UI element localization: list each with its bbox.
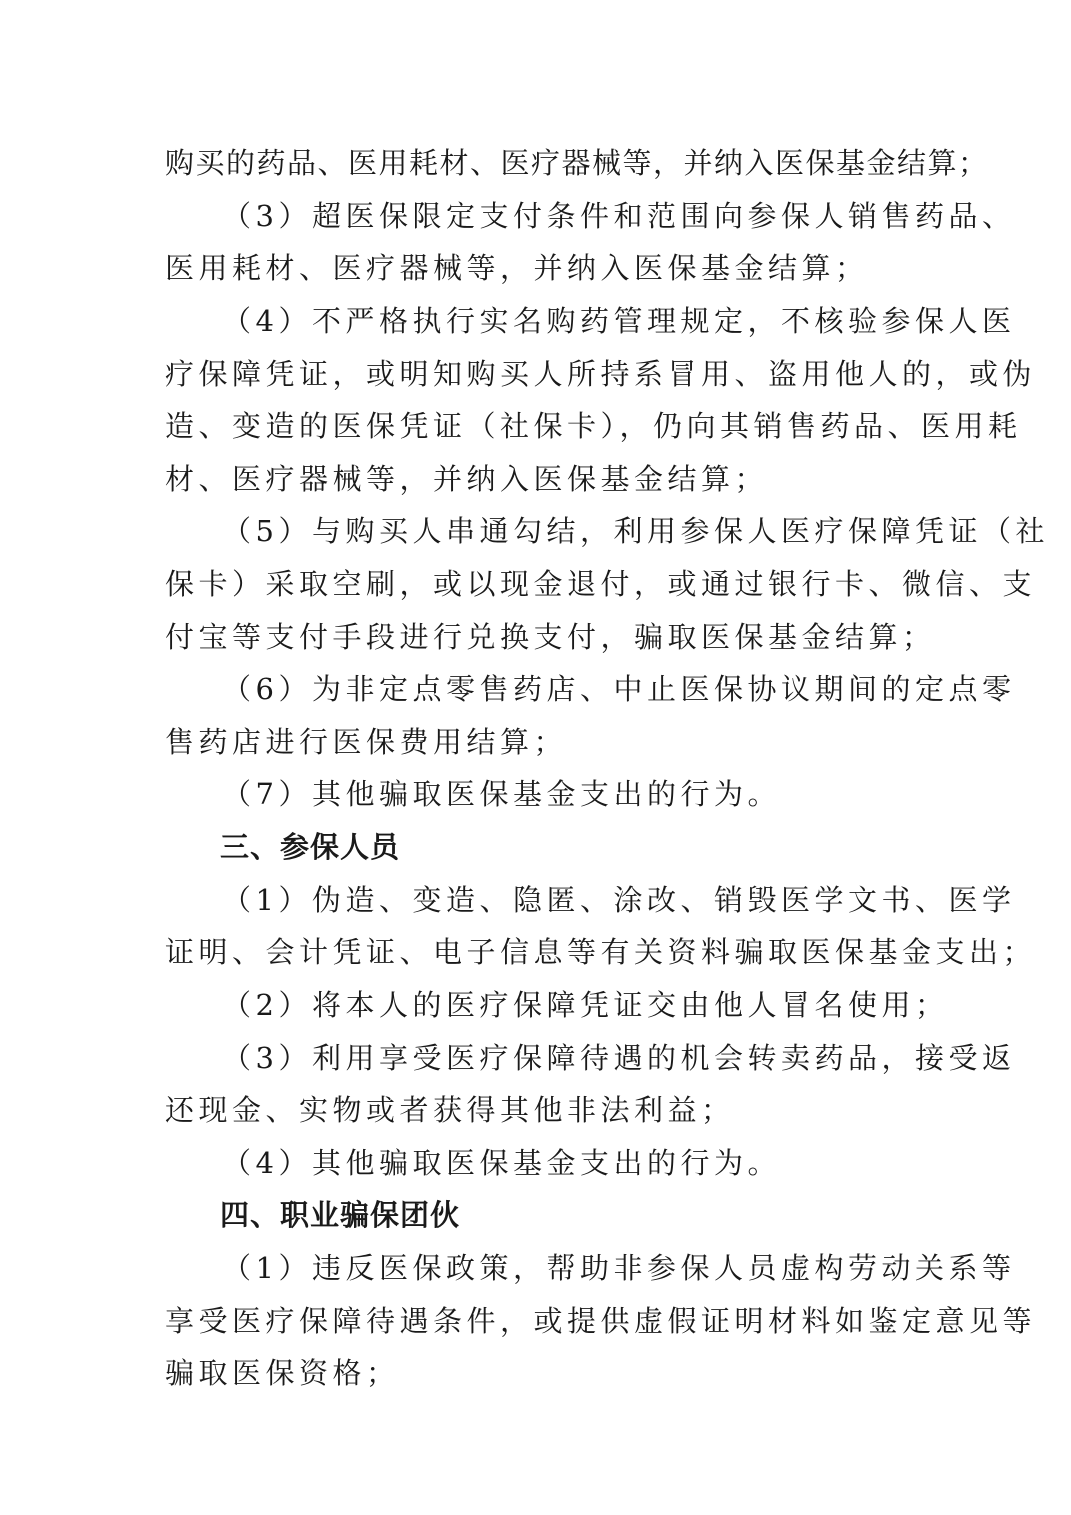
text-line: （3）利用享受医疗保障待遇的机会转卖药品，接受返 [222,1041,1016,1075]
text-line: （6）为非定点零售药店、中止医保协议期间的定点零 [222,672,1016,706]
text-line: （4）其他骗取医保基金支出的行为。 [222,1146,781,1180]
text-line: 材、医疗器械等，并纳入医保基金结算； [165,462,769,496]
text-line: 造、变造的医保凭证（社保卡），仍向其销售药品、医用耗 [165,409,1022,443]
section-heading: 四、职业骗保团伙 [220,1198,461,1232]
text-line: 保卡）采取空刷，或以现金退付，或通过银行卡、微信、支 [165,567,1037,601]
text-line: （1）伪造、变造、隐匿、涂改、销毁医学文书、医学 [222,883,1016,917]
text-line: （5）与购买人串通勾结，利用参保人医疗保障凭证（社 [222,514,1049,548]
text-line: 付宝等支付手段进行兑换支付，骗取医保基金结算； [165,620,936,654]
text-line: 骗取医保资格； [165,1356,400,1390]
text-line: （7）其他骗取医保基金支出的行为。 [222,777,781,811]
section-heading: 三、参保人员 [220,830,401,864]
text-line: 还现金、实物或者获得其他非法利益； [165,1093,735,1127]
text-line: 医用耗材、医疗器械等，并纳入医保基金结算； [165,251,869,285]
text-line: （3）超医保限定支付条件和范围向参保人销售药品、 [222,199,1016,233]
text-line: （4）不严格执行实名购药管理规定，不核验参保人医 [222,304,1016,338]
text-line: （1）违反医保政策，帮助非参保人员虚构劳动关系等 [222,1251,1016,1285]
text-line: （2）将本人的医疗保障凭证交由他人冒名使用； [222,988,949,1022]
text-line: 疗保障凭证，或明知购买人所持系冒用、盗用他人的，或伪 [165,357,1037,391]
text-line: 购买的药品、医用耗材、医疗器械等，并纳入医保基金结算； [165,146,989,180]
text-line: 享受医疗保障待遇条件，或提供虚假证明材料如鉴定意见等 [165,1304,1037,1338]
text-line: 证明、会计凭证、电子信息等有关资料骗取医保基金支出； [165,935,1037,969]
text-line: 售药店进行医保费用结算； [165,725,568,759]
